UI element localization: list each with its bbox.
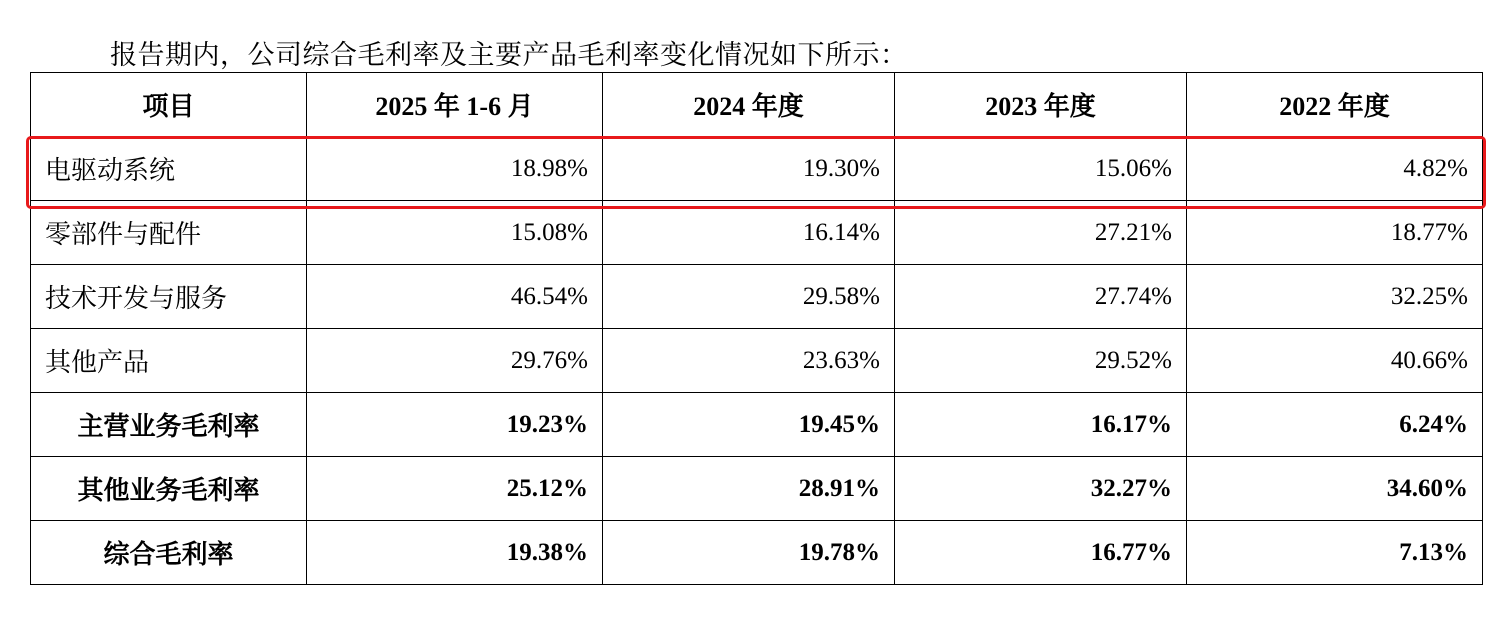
row-value: 27.74%: [895, 265, 1187, 329]
row-value: 40.66%: [1187, 329, 1483, 393]
header-cell-item: 项目: [31, 73, 307, 137]
row-value: 32.25%: [1187, 265, 1483, 329]
row-label: 其他产品: [31, 329, 307, 393]
gross-margin-table: [30, 72, 1483, 585]
row-value: 23.63%: [603, 329, 895, 393]
row-value: 19.23%: [307, 393, 603, 457]
table-header-row: [31, 73, 1483, 137]
row-value: 4.82%: [1187, 137, 1483, 201]
table-row: [31, 265, 1483, 329]
header-cell-2023: 2023 年度: [895, 73, 1187, 137]
row-value: 19.38%: [307, 521, 603, 585]
header-cell-2024: 2024 年度: [603, 73, 895, 137]
row-label: 零部件与配件: [31, 201, 307, 265]
row-label: 电驱动系统: [31, 137, 307, 201]
row-value: 27.21%: [895, 201, 1187, 265]
row-label: 技术开发与服务: [31, 265, 307, 329]
header-cell-2025h1: 2025 年 1-6 月: [307, 73, 603, 137]
row-value: 6.24%: [1187, 393, 1483, 457]
row-value: 29.58%: [603, 265, 895, 329]
row-value: 19.30%: [603, 137, 895, 201]
table-row: [31, 521, 1483, 585]
row-value: 25.12%: [307, 457, 603, 521]
table-row: [31, 393, 1483, 457]
row-value: 46.54%: [307, 265, 603, 329]
row-label: 综合毛利率: [31, 521, 307, 585]
row-value: 18.77%: [1187, 201, 1483, 265]
row-label: 主营业务毛利率: [31, 393, 307, 457]
row-value: 15.06%: [895, 137, 1187, 201]
row-value: 16.77%: [895, 521, 1187, 585]
table-row: [31, 201, 1483, 265]
row-value: 19.45%: [603, 393, 895, 457]
row-value: 32.27%: [895, 457, 1187, 521]
row-value: 16.17%: [895, 393, 1187, 457]
row-value: 29.76%: [307, 329, 603, 393]
gross-margin-table-wrapper: [30, 72, 1482, 585]
row-value: 29.52%: [895, 329, 1187, 393]
row-label: 其他业务毛利率: [31, 457, 307, 521]
row-value: 28.91%: [603, 457, 895, 521]
header-cell-2022: 2022 年度: [1187, 73, 1483, 137]
row-value: 15.08%: [307, 201, 603, 265]
row-value: 34.60%: [1187, 457, 1483, 521]
table-row: [31, 329, 1483, 393]
row-value: 19.78%: [603, 521, 895, 585]
intro-paragraph: 报告期内，公司综合毛利率及主要产品毛利率变化情况如下所示：: [110, 40, 908, 70]
table-row: [31, 457, 1483, 521]
row-value: 18.98%: [307, 137, 603, 201]
row-value: 7.13%: [1187, 521, 1483, 585]
row-value: 16.14%: [603, 201, 895, 265]
table-row: [31, 137, 1483, 201]
